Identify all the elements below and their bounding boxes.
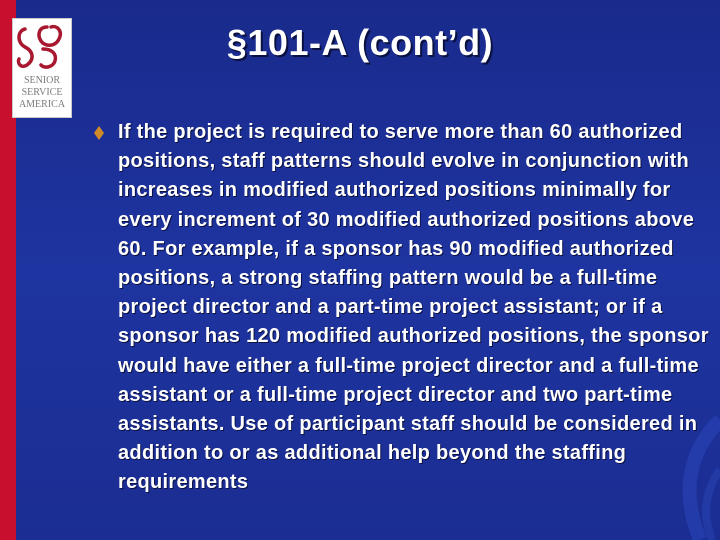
decorative-swoosh: [660, 380, 720, 540]
senior-service-america-logo: [12, 18, 72, 118]
svg-text:SENIOR: SENIOR: [23, 75, 61, 86]
diamond-bullet-icon: [94, 126, 104, 140]
logo-emblem-icon: [13, 19, 71, 117]
svg-text:SERVICE: SERVICE: [21, 87, 63, 98]
bullet-paragraph: If the project is required to serve more than 60 authorized positions, staff patterns should evolve in conjunction with increases in modified authorized positions minimally for every increment of 30 modified authorized positions above 60. For example, if a sponsor has 90 modified authorized positions, a strong staffing pattern would be a full-time project director and a part-time project assistant; or if a sponsor has 120 modified authorized positions, the sponsor would have either a full-time project director and a full-time assistant or a full-time project director and two part-time assistants. Use of participant staff should be considered in addition to or as additional help beyond the staffing requirements: [118, 121, 709, 494]
slide-title: §101-A (cont’d): [226, 22, 494, 63]
svg-text:AMERICA: AMERICA: [18, 99, 66, 110]
